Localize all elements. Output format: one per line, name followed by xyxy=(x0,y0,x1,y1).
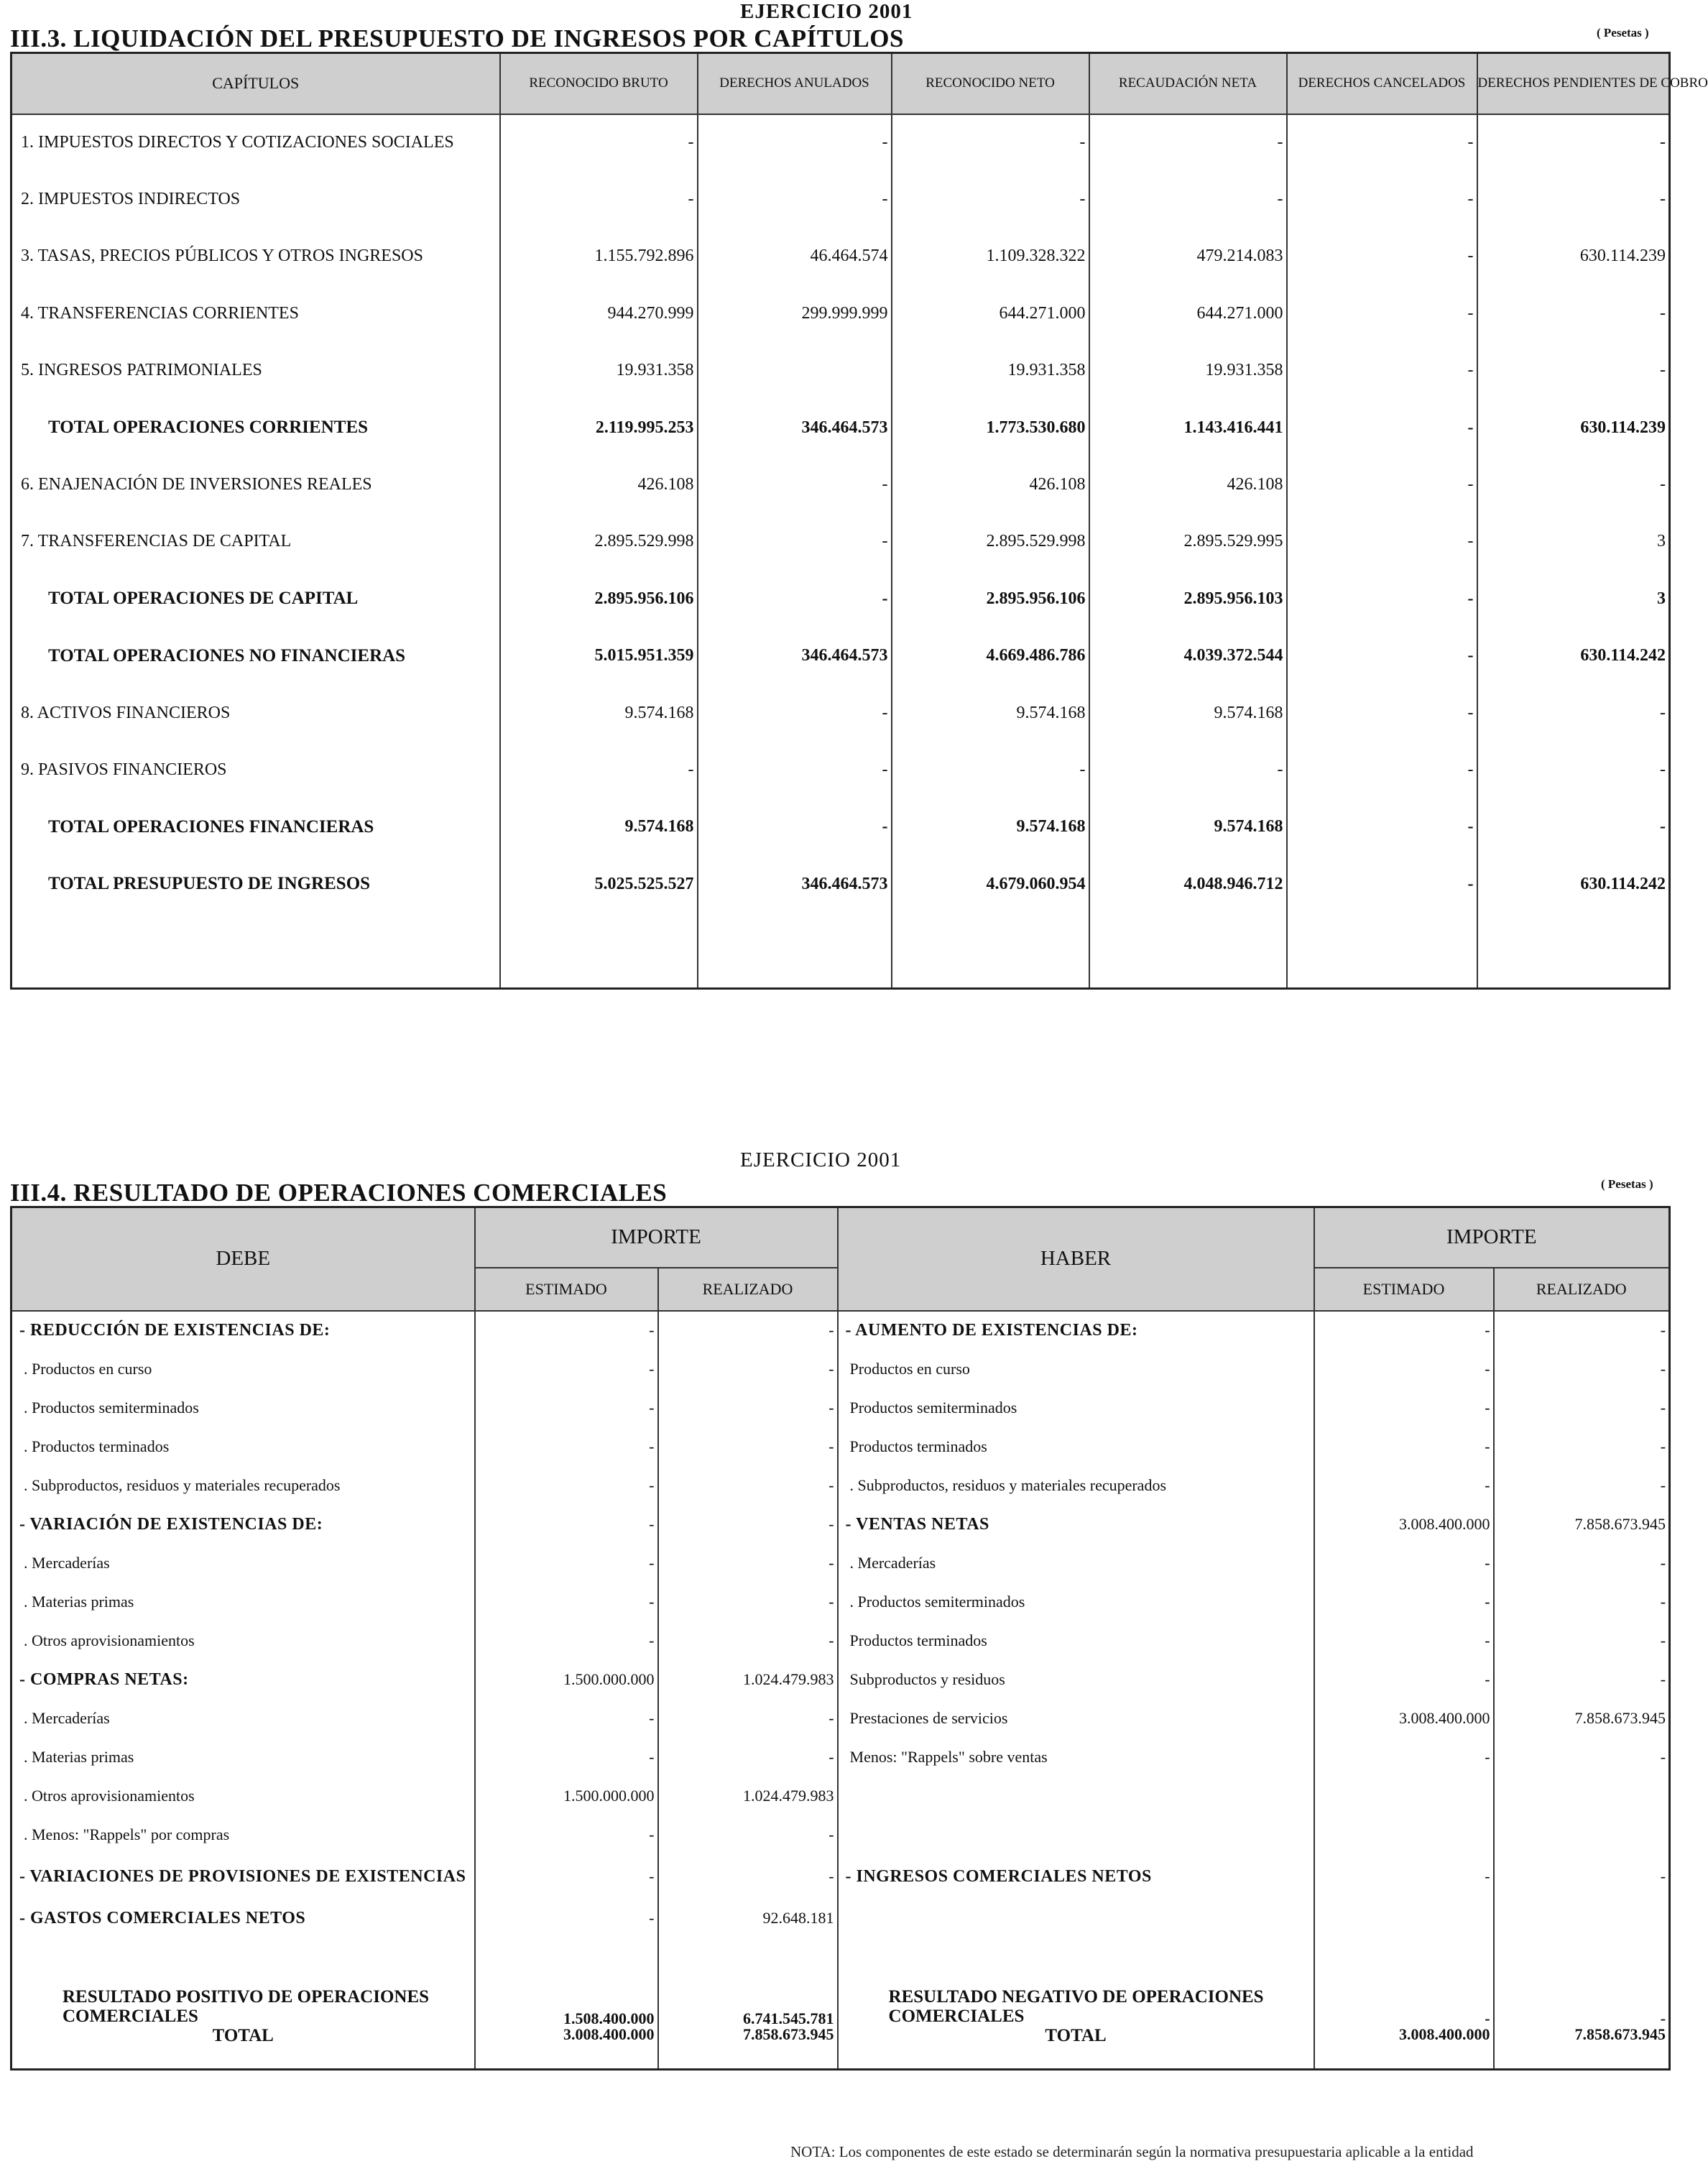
comerciales-row xyxy=(11,1699,1670,1738)
debe-estimado: - xyxy=(475,1815,658,1854)
haber-estimado: - xyxy=(1314,1466,1494,1505)
amount-cell: - xyxy=(1477,456,1670,513)
amount-cell: 46.464.574 xyxy=(698,228,892,285)
debe-concept: . Productos en curso xyxy=(11,1350,475,1388)
debe-concept: - COMPRAS NETAS: xyxy=(11,1660,475,1699)
amount-cell: 3 xyxy=(1477,513,1670,570)
amount-cell: 1.109.328.322 xyxy=(892,228,1089,285)
haber-realizado: - xyxy=(1494,1621,1670,1660)
haber-estimado: - xyxy=(1314,1388,1494,1427)
chapter-label: TOTAL OPERACIONES NO FINANCIERAS xyxy=(11,627,500,684)
amount-cell: 4.048.946.712 xyxy=(1089,856,1287,913)
amount-cell: - xyxy=(1287,798,1477,855)
amount-cell: 630.114.242 xyxy=(1477,627,1670,684)
debe-realizado: - xyxy=(658,1388,838,1427)
amount-cell: 630.114.242 xyxy=(1477,856,1670,913)
amount-cell: - xyxy=(698,798,892,855)
haber-concept: Productos terminados xyxy=(838,1621,1314,1660)
haber-concept: Productos en curso xyxy=(838,1350,1314,1388)
haber-estimado xyxy=(1314,1899,1494,1938)
resultado-negativo-label: RESULTADO NEGATIVO DE OPERACIONES COMERCIALES xyxy=(838,1966,1314,2027)
total-row xyxy=(11,2027,1670,2070)
ingresos-header-row xyxy=(11,53,1670,114)
comerciales-row xyxy=(11,1583,1670,1621)
section-title-ingresos: III.3. LIQUIDACIÓN DEL PRESUPUESTO DE INGRESOS POR CAPÍTULOS xyxy=(10,24,904,52)
units-label-2: ( Pesetas ) xyxy=(1601,1177,1653,1191)
section-title-comerciales: III.4. RESULTADO DE OPERACIONES COMERCIALES xyxy=(10,1179,668,1207)
chapter-label: TOTAL PRESUPUESTO DE INGRESOS xyxy=(11,856,500,913)
amount-cell: - xyxy=(500,171,698,228)
blank-cell xyxy=(475,1938,658,1966)
total-haber-estimado: 3.008.400.000 xyxy=(1314,2027,1494,2070)
haber-realizado: - xyxy=(1494,1427,1670,1466)
chapter-label: TOTAL OPERACIONES CORRIENTES xyxy=(11,399,500,456)
amount-cell xyxy=(698,342,892,399)
haber-concept xyxy=(838,1777,1314,1815)
amount-cell: 1.773.530.680 xyxy=(892,399,1089,456)
amount-cell: - xyxy=(1477,285,1670,342)
haber-realizado: - xyxy=(1494,1350,1670,1388)
ingresos-col-header: RECONOCIDO NETO xyxy=(892,53,1089,114)
haber-estimado: - xyxy=(1314,1427,1494,1466)
amount-cell: - xyxy=(1477,798,1670,855)
estimado-header-debe: ESTIMADO xyxy=(475,1268,658,1311)
amount-cell: - xyxy=(1287,742,1477,798)
result-row xyxy=(11,1966,1670,2027)
debe-estimado: - xyxy=(475,1466,658,1505)
amount-cell: 426.108 xyxy=(500,456,698,513)
amount-cell: 9.574.168 xyxy=(500,798,698,855)
amount-cell: - xyxy=(1287,856,1477,913)
resultado-negativo-realizado: - xyxy=(1494,1966,1670,2027)
haber-concept: - VENTAS NETAS xyxy=(838,1505,1314,1544)
blank-cell xyxy=(658,1938,838,1966)
debe-estimado: - xyxy=(475,1388,658,1427)
blank-cell xyxy=(698,913,892,989)
haber-realizado: - xyxy=(1494,1583,1670,1621)
ingresos-col-header: DERECHOS CANCELADOS xyxy=(1287,53,1477,114)
amount-cell: 426.108 xyxy=(1089,456,1287,513)
comerciales-row xyxy=(11,1815,1670,1854)
amount-cell: 630.114.239 xyxy=(1477,399,1670,456)
debe-estimado: - xyxy=(475,1505,658,1544)
blank-cell xyxy=(500,913,698,989)
debe-realizado: 1.024.479.983 xyxy=(658,1777,838,1815)
haber-estimado xyxy=(1314,1815,1494,1854)
debe-estimado: - xyxy=(475,1311,658,1350)
amount-cell: 299.999.999 xyxy=(698,285,892,342)
debe-realizado: - xyxy=(658,1350,838,1388)
blank-cell xyxy=(1089,913,1287,989)
chapter-row xyxy=(11,684,1670,741)
haber-estimado: 3.008.400.000 xyxy=(1314,1505,1494,1544)
amount-cell: - xyxy=(1287,513,1477,570)
amount-cell: 630.114.239 xyxy=(1477,228,1670,285)
debe-realizado: 1.024.479.983 xyxy=(658,1660,838,1699)
amount-cell: 346.464.573 xyxy=(698,856,892,913)
haber-estimado: - xyxy=(1314,1738,1494,1777)
chapter-label: TOTAL OPERACIONES FINANCIERAS xyxy=(11,798,500,855)
amount-cell: 2.895.529.998 xyxy=(500,513,698,570)
haber-realizado: - xyxy=(1494,1466,1670,1505)
total-haber-realizado: 7.858.673.945 xyxy=(1494,2027,1670,2070)
chapter-row xyxy=(11,342,1670,399)
resultado-positivo-realizado: 6.741.545.781 xyxy=(658,1966,838,2027)
ingresos-col-header: CAPÍTULOS xyxy=(11,53,500,114)
ingresos-col-header: RECONOCIDO BRUTO xyxy=(500,53,698,114)
blank-cell xyxy=(11,1938,475,1966)
haber-realizado: 7.858.673.945 xyxy=(1494,1505,1670,1544)
haber-estimado: - xyxy=(1314,1350,1494,1388)
amount-cell: - xyxy=(1089,742,1287,798)
chapter-row xyxy=(11,742,1670,798)
haber-concept: - AUMENTO DE EXISTENCIAS DE: xyxy=(838,1311,1314,1350)
amount-cell: 9.574.168 xyxy=(892,798,1089,855)
amount-cell: 346.464.573 xyxy=(698,627,892,684)
chapter-label: 1. IMPUESTOS DIRECTOS Y COTIZACIONES SOCIALES xyxy=(11,114,500,171)
total-debe-realizado: 7.858.673.945 xyxy=(658,2027,838,2070)
chapter-label: 6. ENAJENACIÓN DE INVERSIONES REALES xyxy=(11,456,500,513)
amount-cell: - xyxy=(500,114,698,171)
amount-cell: - xyxy=(698,513,892,570)
haber-realizado xyxy=(1494,1899,1670,1938)
amount-cell: - xyxy=(1477,684,1670,741)
chapter-label: 8. ACTIVOS FINANCIEROS xyxy=(11,684,500,741)
amount-cell: - xyxy=(1287,571,1477,627)
haber-realizado: 7.858.673.945 xyxy=(1494,1699,1670,1738)
haber-estimado: - xyxy=(1314,1660,1494,1699)
debe-estimado: - xyxy=(475,1350,658,1388)
haber-realizado: - xyxy=(1494,1388,1670,1427)
total-row xyxy=(11,571,1670,627)
haber-concept: Prestaciones de servicios xyxy=(838,1699,1314,1738)
debe-realizado: - xyxy=(658,1544,838,1583)
debe-realizado: - xyxy=(658,1466,838,1505)
importe-header-haber: IMPORTE xyxy=(1314,1207,1670,1268)
amount-cell: 2.119.995.253 xyxy=(500,399,698,456)
amount-cell: 479.214.083 xyxy=(1089,228,1287,285)
comerciales-row xyxy=(11,1350,1670,1388)
amount-cell: 2.895.956.103 xyxy=(1089,571,1287,627)
amount-cell: 4.679.060.954 xyxy=(892,856,1089,913)
amount-cell: - xyxy=(698,456,892,513)
amount-cell: - xyxy=(698,114,892,171)
blank-cell xyxy=(1477,913,1670,989)
haber-realizado xyxy=(1494,1777,1670,1815)
haber-concept: . Mercaderías xyxy=(838,1544,1314,1583)
comerciales-row xyxy=(11,1738,1670,1777)
comerciales-row xyxy=(11,1660,1670,1699)
haber-estimado: 3.008.400.000 xyxy=(1314,1699,1494,1738)
debe-concept: . Mercaderías xyxy=(11,1699,475,1738)
chapter-label: 5. INGRESOS PATRIMONIALES xyxy=(11,342,500,399)
blank-cell xyxy=(838,1938,1314,1966)
ingresos-table xyxy=(10,52,1708,990)
chapter-row xyxy=(11,114,1670,171)
debe-concept: - VARIACIONES DE PROVISIONES DE EXISTENCIAS xyxy=(11,1854,475,1899)
haber-concept: Productos terminados xyxy=(838,1427,1314,1466)
amount-cell: - xyxy=(1287,171,1477,228)
debe-realizado: - xyxy=(658,1621,838,1660)
haber-estimado: - xyxy=(1314,1583,1494,1621)
amount-cell: 2.895.529.998 xyxy=(892,513,1089,570)
realizado-header-haber: REALIZADO xyxy=(1494,1268,1670,1311)
estimado-header-haber: ESTIMADO xyxy=(1314,1268,1494,1311)
ingresos-col-header: RECAUDACIÓN NETA xyxy=(1089,53,1287,114)
amount-cell: 4.039.372.544 xyxy=(1089,627,1287,684)
ingresos-col-header: DERECHOS PENDIENTES DE COBRO xyxy=(1477,53,1670,114)
haber-concept xyxy=(838,1815,1314,1854)
haber-concept: Productos semiterminados xyxy=(838,1388,1314,1427)
amount-cell: 4.669.486.786 xyxy=(892,627,1089,684)
debe-realizado: - xyxy=(658,1505,838,1544)
amount-cell: 5.025.525.527 xyxy=(500,856,698,913)
debe-estimado: - xyxy=(475,1583,658,1621)
amount-cell: - xyxy=(1287,342,1477,399)
debe-realizado: - xyxy=(658,1854,838,1899)
amount-cell: - xyxy=(1477,342,1670,399)
comerciales-row xyxy=(11,1427,1670,1466)
debe-estimado: - xyxy=(475,1427,658,1466)
chapter-label: 4. TRANSFERENCIAS CORRIENTES xyxy=(11,285,500,342)
units-label-1: ( Pesetas ) xyxy=(1597,26,1649,40)
haber-estimado: - xyxy=(1314,1311,1494,1350)
amount-cell: - xyxy=(892,742,1089,798)
haber-realizado: - xyxy=(1494,1544,1670,1583)
blank-cell xyxy=(11,913,500,989)
footnote: NOTA: Los componentes de este estado se determinarán según la normativa presupuestaria aplicable a la entidad xyxy=(790,2143,1474,2160)
debe-header: DEBE xyxy=(11,1207,475,1311)
debe-concept: . Otros aprovisionamientos xyxy=(11,1777,475,1815)
debe-estimado: - xyxy=(475,1621,658,1660)
amount-cell: 426.108 xyxy=(892,456,1089,513)
operaciones-comerciales-table xyxy=(10,1206,1671,2071)
debe-realizado: - xyxy=(658,1738,838,1777)
comerciales-row xyxy=(11,1505,1670,1544)
debe-realizado: - xyxy=(658,1583,838,1621)
debe-concept: . Materias primas xyxy=(11,1583,475,1621)
debe-concept: - GASTOS COMERCIALES NETOS xyxy=(11,1899,475,1938)
haber-concept: - INGRESOS COMERCIALES NETOS xyxy=(838,1854,1314,1899)
amount-cell: 1.155.792.896 xyxy=(500,228,698,285)
resultado-positivo-estimado: 1.508.400.000 xyxy=(475,1966,658,2027)
debe-estimado: - xyxy=(475,1544,658,1583)
debe-concept: - VARIACIÓN DE EXISTENCIAS DE: xyxy=(11,1505,475,1544)
blank-cell xyxy=(1494,1938,1670,1966)
comerciales-row xyxy=(11,1466,1670,1505)
debe-concept: . Materias primas xyxy=(11,1738,475,1777)
amount-cell: 2.895.956.106 xyxy=(892,571,1089,627)
haber-realizado xyxy=(1494,1815,1670,1854)
total-row xyxy=(11,399,1670,456)
amount-cell: - xyxy=(698,684,892,741)
debe-estimado: 1.500.000.000 xyxy=(475,1777,658,1815)
chapter-label: 3. TASAS, PRECIOS PÚBLICOS Y OTROS INGRESOS xyxy=(11,228,500,285)
debe-realizado: 92.648.181 xyxy=(658,1899,838,1938)
exercise-year-1: EJERCICIO 2001 xyxy=(740,0,913,23)
ingresos-col-header: DERECHOS ANULADOS xyxy=(698,53,892,114)
gap-row xyxy=(11,1938,1670,1966)
amount-cell: 944.270.999 xyxy=(500,285,698,342)
amount-cell: 2.895.956.106 xyxy=(500,571,698,627)
haber-header: HABER xyxy=(838,1207,1314,1311)
amount-cell: 9.574.168 xyxy=(892,684,1089,741)
comerciales-row xyxy=(11,1544,1670,1583)
amount-cell: - xyxy=(698,571,892,627)
chapter-label: TOTAL OPERACIONES DE CAPITAL xyxy=(11,571,500,627)
debe-estimado: - xyxy=(475,1899,658,1938)
haber-concept: . Productos semiterminados xyxy=(838,1583,1314,1621)
debe-estimado: - xyxy=(475,1854,658,1899)
amount-cell: - xyxy=(892,114,1089,171)
amount-cell: 1.143.416.441 xyxy=(1089,399,1287,456)
comerciales-row xyxy=(11,1388,1670,1427)
debe-concept: . Mercaderías xyxy=(11,1544,475,1583)
amount-cell: - xyxy=(1287,627,1477,684)
chapter-row xyxy=(11,285,1670,342)
amount-cell: 9.574.168 xyxy=(1089,798,1287,855)
debe-estimado: - xyxy=(475,1699,658,1738)
amount-cell: - xyxy=(1287,684,1477,741)
amount-cell: - xyxy=(698,171,892,228)
chapter-label: 7. TRANSFERENCIAS DE CAPITAL xyxy=(11,513,500,570)
comerciales-row xyxy=(11,1854,1670,1899)
debe-concept: - REDUCCIÓN DE EXISTENCIAS DE: xyxy=(11,1311,475,1350)
total-debe-estimado: 3.008.400.000 xyxy=(475,2027,658,2070)
chapter-row xyxy=(11,171,1670,228)
importe-header-debe: IMPORTE xyxy=(475,1207,838,1268)
total-label-haber: TOTAL xyxy=(838,2027,1314,2070)
chapter-row xyxy=(11,513,1670,570)
comerciales-header-row-1 xyxy=(11,1207,1670,1268)
comerciales-row xyxy=(11,1621,1670,1660)
total-row xyxy=(11,627,1670,684)
blank-row xyxy=(11,913,1670,989)
amount-cell: - xyxy=(1287,228,1477,285)
haber-concept xyxy=(838,1899,1314,1938)
amount-cell: - xyxy=(698,742,892,798)
blank-cell xyxy=(1314,1938,1494,1966)
haber-concept: Menos: "Rappels" sobre ventas xyxy=(838,1738,1314,1777)
amount-cell: - xyxy=(1477,171,1670,228)
chapter-row xyxy=(11,228,1670,285)
debe-concept: . Otros aprovisionamientos xyxy=(11,1621,475,1660)
chapter-row xyxy=(11,456,1670,513)
debe-concept: . Subproductos, residuos y materiales recuperados xyxy=(11,1466,475,1505)
amount-cell: - xyxy=(1287,285,1477,342)
amount-cell: - xyxy=(1287,399,1477,456)
haber-estimado xyxy=(1314,1777,1494,1815)
haber-realizado: - xyxy=(1494,1311,1670,1350)
debe-concept: . Productos semiterminados xyxy=(11,1388,475,1427)
amount-cell: 9.574.168 xyxy=(1089,684,1287,741)
amount-cell: 644.271.000 xyxy=(892,285,1089,342)
amount-cell: 5.015.951.359 xyxy=(500,627,698,684)
haber-estimado: - xyxy=(1314,1854,1494,1899)
comerciales-row xyxy=(11,1777,1670,1815)
amount-cell: - xyxy=(1089,114,1287,171)
haber-realizado: - xyxy=(1494,1660,1670,1699)
amount-cell: 2.895.529.995 xyxy=(1089,513,1287,570)
blank-cell xyxy=(1287,913,1477,989)
haber-estimado: - xyxy=(1314,1621,1494,1660)
haber-concept: Subproductos y residuos xyxy=(838,1660,1314,1699)
chapter-label: 2. IMPUESTOS INDIRECTOS xyxy=(11,171,500,228)
amount-cell: 346.464.573 xyxy=(698,399,892,456)
realizado-header-debe: REALIZADO xyxy=(658,1268,838,1311)
haber-concept: . Subproductos, residuos y materiales recuperados xyxy=(838,1466,1314,1505)
amount-cell: 19.931.358 xyxy=(892,342,1089,399)
debe-concept: . Productos terminados xyxy=(11,1427,475,1466)
debe-realizado: - xyxy=(658,1311,838,1350)
amount-cell: - xyxy=(1287,114,1477,171)
haber-realizado: - xyxy=(1494,1854,1670,1899)
debe-realizado: - xyxy=(658,1815,838,1854)
resultado-negativo-estimado: - xyxy=(1314,1966,1494,2027)
amount-cell: - xyxy=(1477,114,1670,171)
debe-realizado: - xyxy=(658,1699,838,1738)
exercise-year-2: EJERCICIO 2001 xyxy=(740,1148,902,1171)
amount-cell: 19.931.358 xyxy=(1089,342,1287,399)
amount-cell: 19.931.358 xyxy=(500,342,698,399)
amount-cell: 3 xyxy=(1477,571,1670,627)
amount-cell: 9.574.168 xyxy=(500,684,698,741)
debe-estimado: - xyxy=(475,1738,658,1777)
amount-cell: - xyxy=(1089,171,1287,228)
comerciales-row xyxy=(11,1311,1670,1350)
comerciales-row xyxy=(11,1899,1670,1938)
haber-estimado: - xyxy=(1314,1544,1494,1583)
amount-cell: - xyxy=(500,742,698,798)
debe-realizado: - xyxy=(658,1427,838,1466)
total-label-debe: TOTAL xyxy=(11,2027,475,2070)
amount-cell: - xyxy=(1477,742,1670,798)
total-row xyxy=(11,856,1670,913)
debe-estimado: 1.500.000.000 xyxy=(475,1660,658,1699)
haber-realizado: - xyxy=(1494,1738,1670,1777)
debe-concept: . Menos: "Rappels" por compras xyxy=(11,1815,475,1854)
amount-cell: - xyxy=(1287,456,1477,513)
resultado-positivo-label: RESULTADO POSITIVO DE OPERACIONES COMERCIALES xyxy=(11,1966,475,2027)
blank-cell xyxy=(892,913,1089,989)
total-row xyxy=(11,798,1670,855)
amount-cell: 644.271.000 xyxy=(1089,285,1287,342)
chapter-label: 9. PASIVOS FINANCIEROS xyxy=(11,742,500,798)
amount-cell: - xyxy=(892,171,1089,228)
